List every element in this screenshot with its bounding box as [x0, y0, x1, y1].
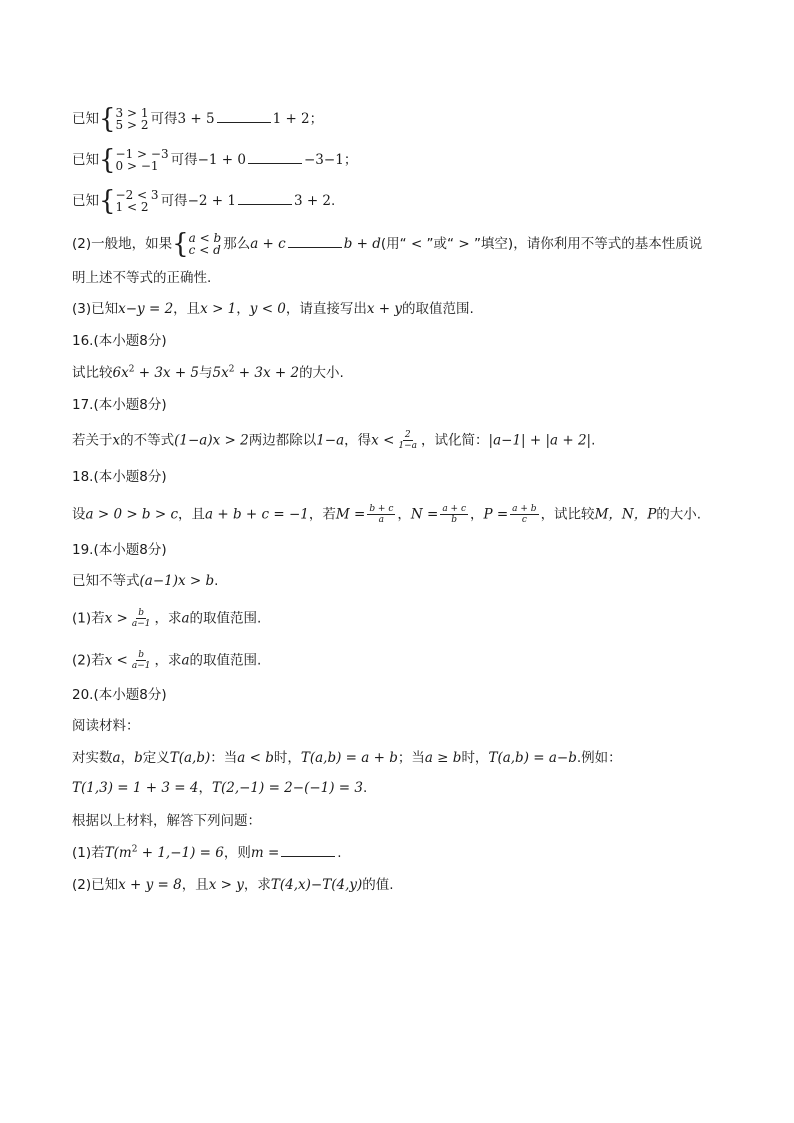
- system-top: 3 > 1: [115, 106, 149, 120]
- q20-instruction: 根据以上材料，解答下列问题：: [72, 813, 261, 829]
- math: + 3x + 2: [234, 365, 300, 381]
- part2-continuation: 明上述不等式的正确性.: [72, 270, 212, 286]
- text: ，求: [243, 877, 271, 893]
- answer-blank[interactable]: [281, 844, 335, 857]
- system-bottom: 0 > −1: [115, 159, 159, 173]
- math: M，N，P: [594, 506, 657, 523]
- part2-mid: 那么: [223, 236, 251, 252]
- numerator: a + c: [442, 504, 466, 514]
- math: T(1,3) = 1 + 3 = 4: [72, 780, 199, 796]
- inequality-system: [116, 107, 149, 131]
- brace: {: [99, 144, 116, 176]
- text: .: [337, 845, 342, 861]
- math: x + y = 8: [118, 877, 182, 893]
- q19-sub1: [72, 608, 261, 629]
- system-top: −1 > −3: [115, 147, 169, 161]
- brace: {: [172, 228, 189, 260]
- text: ，求: [154, 610, 182, 627]
- text: ：当: [210, 750, 238, 766]
- denominator: c: [521, 515, 527, 525]
- part2-right-expr: b + d: [343, 236, 381, 252]
- part2-tail: (用“ < ”或“ > ”填空)，请你利用不等式的基本性质说: [380, 236, 703, 252]
- row-right-expr: 1 + 2: [272, 111, 310, 127]
- text: (2)已知: [72, 877, 119, 893]
- system-bottom: 5 > 2: [115, 118, 149, 132]
- fraction: [130, 650, 153, 671]
- text: 时，: [461, 750, 489, 766]
- text: 时，: [273, 750, 301, 766]
- text: ，且: [178, 506, 206, 523]
- text: 的取值范围.: [189, 610, 262, 627]
- text: 的不等式: [120, 432, 175, 449]
- part2-label: (2)一般地，如果: [72, 236, 173, 252]
- part3-line: [72, 299, 474, 319]
- part2-left-expr: a + c: [250, 236, 286, 252]
- exponent: 2: [128, 364, 135, 375]
- math: 1−a: [316, 432, 345, 449]
- row-mid: 可得: [170, 152, 198, 168]
- text: ，: [397, 506, 411, 523]
- text: (3)已知: [72, 301, 119, 317]
- math: (1−a)x > 2: [174, 432, 249, 449]
- q16-body: [72, 363, 344, 383]
- text: 的取值范围.: [402, 301, 474, 317]
- fraction: [440, 504, 468, 525]
- system-bottom: 1 < 2: [115, 200, 149, 214]
- q16-title: 16.(本小题8分): [72, 333, 167, 349]
- system-bottom: c < d: [188, 243, 221, 257]
- text: .: [591, 432, 596, 449]
- q19-title: 19.(本小题8分): [72, 542, 167, 558]
- math: x: [112, 432, 121, 449]
- part1-row-3: [72, 185, 336, 217]
- math: T(a,b) = a−b: [488, 750, 577, 766]
- math: a: [181, 610, 190, 627]
- row-left-expr: −2 + 1: [187, 193, 236, 209]
- q20-example: [72, 778, 367, 798]
- text: (2)若: [72, 652, 105, 669]
- row-right-expr: −3−1: [304, 152, 344, 168]
- text: 设: [72, 506, 86, 523]
- fraction: [510, 504, 538, 525]
- math: |a−1| + |a + 2|: [488, 432, 592, 449]
- text: 的大小.: [299, 365, 344, 381]
- math: a: [181, 652, 190, 669]
- text: 定义: [142, 750, 170, 766]
- text: ，若: [308, 506, 336, 523]
- inequality-system: [116, 189, 159, 213]
- system-top: a < b: [188, 231, 222, 245]
- row-end: .: [331, 193, 336, 209]
- brace: {: [99, 185, 116, 217]
- denominator: a−1: [131, 661, 151, 671]
- text: 两边都除以: [248, 432, 317, 449]
- row-mid: 可得: [160, 193, 188, 209]
- math: T(2,−1) = 2−(−1) = 3: [211, 780, 363, 796]
- math: y < 0: [249, 301, 286, 317]
- q20-sub2: [72, 875, 394, 895]
- math: x <: [371, 432, 395, 449]
- text: ，: [198, 780, 212, 796]
- inequality-system: [116, 148, 169, 172]
- text: 试比较: [72, 365, 113, 381]
- math: x > y: [208, 877, 244, 893]
- math: a < b: [237, 750, 274, 766]
- row-left-expr: 3 + 5: [177, 111, 215, 127]
- math: x−y = 2: [118, 301, 174, 317]
- text: ，且: [181, 877, 209, 893]
- math: a + b + c = −1: [205, 506, 309, 523]
- q20-def: [72, 748, 622, 768]
- math: P =: [483, 506, 509, 523]
- text: ，: [469, 506, 484, 523]
- math: 5x: [212, 365, 229, 381]
- row-prefix: 已知: [72, 152, 99, 168]
- q18-body: [72, 504, 701, 525]
- text: ，请直接写出: [285, 301, 367, 317]
- fraction: [396, 430, 419, 451]
- text: ，: [120, 750, 135, 766]
- text: 与: [199, 365, 213, 381]
- exponent: 2: [131, 844, 138, 855]
- math: M =: [335, 506, 366, 523]
- text: ，试化简：: [421, 432, 489, 449]
- part2-line-1: [72, 228, 703, 260]
- system-top: −2 < 3: [115, 188, 159, 202]
- text: 的值.: [362, 877, 394, 893]
- row-left-expr: −1 + 0: [197, 152, 246, 168]
- part2-line-2: [72, 268, 211, 288]
- brace: {: [99, 103, 116, 135]
- text: (1)若: [72, 610, 105, 627]
- q19-intro: [72, 571, 218, 591]
- q18-title: 18.(本小题8分): [72, 469, 167, 485]
- denominator: b: [451, 515, 458, 525]
- denominator: 1−a: [398, 441, 418, 451]
- math: x > 1: [200, 301, 237, 317]
- text: 的大小.: [656, 506, 702, 523]
- text: ，求: [154, 652, 182, 669]
- math: a ≥ b: [424, 750, 462, 766]
- q17-body: [72, 430, 595, 451]
- text: 已知不等式: [72, 573, 140, 589]
- math: + 1,−1) = 6: [137, 845, 224, 861]
- q20-sub1: [72, 843, 342, 863]
- text: .: [214, 573, 219, 589]
- answer-blank[interactable]: [238, 192, 292, 205]
- denominator: a: [378, 515, 385, 525]
- row-end: ；: [343, 152, 358, 168]
- numerator: a + b: [512, 504, 537, 514]
- math: x >: [104, 610, 128, 627]
- exponent: 2: [228, 364, 235, 375]
- text: .例如：: [576, 750, 622, 766]
- math: T(a,b): [169, 750, 211, 766]
- row-mid: 可得: [150, 111, 178, 127]
- math: m =: [250, 845, 280, 861]
- text: ，: [236, 301, 250, 317]
- row-right-expr: 3 + 2: [293, 193, 332, 209]
- q19-sub2: [72, 650, 261, 671]
- math: b: [134, 750, 143, 766]
- fraction: [130, 608, 153, 629]
- math: 6x: [112, 365, 129, 381]
- math: T(4,x)−T(4,y): [270, 877, 363, 893]
- text: (1)若: [72, 845, 105, 861]
- answer-blank[interactable]: [248, 151, 302, 164]
- numerator: b + c: [369, 504, 394, 514]
- denominator: a−1: [131, 619, 151, 629]
- math: (a−1)x > b: [139, 573, 215, 589]
- part1-row-1: [72, 103, 324, 135]
- text: 若关于: [72, 432, 113, 449]
- math: x + y: [366, 301, 403, 317]
- part1-row-2: [72, 144, 358, 176]
- math: a: [112, 750, 121, 766]
- text: .: [363, 780, 368, 796]
- text: 的取值范围.: [189, 652, 262, 669]
- answer-blank[interactable]: [288, 235, 342, 248]
- row-end: ；: [309, 111, 324, 127]
- math: + 3x + 5: [134, 365, 200, 381]
- math: x <: [104, 652, 128, 669]
- math: N =: [410, 506, 439, 523]
- q20-read: 阅读材料：: [72, 718, 140, 734]
- text: ，试比较: [540, 506, 595, 523]
- row-prefix: 已知: [72, 111, 99, 127]
- numerator: 2: [404, 430, 411, 440]
- text: 对实数: [72, 750, 113, 766]
- fraction: [367, 504, 395, 525]
- math: a > 0 > b > c: [85, 506, 179, 523]
- numerator: b: [138, 608, 145, 618]
- text: ；当: [397, 750, 425, 766]
- text: ，且: [173, 301, 201, 317]
- math: T(m: [104, 845, 132, 861]
- inequality-system: [189, 232, 222, 256]
- text: ，则: [223, 845, 251, 861]
- answer-blank[interactable]: [217, 110, 271, 123]
- row-prefix: 已知: [72, 193, 99, 209]
- math: T(a,b) = a + b: [300, 750, 398, 766]
- q20-title: 20.(本小题8分): [72, 687, 167, 703]
- q17-title: 17.(本小题8分): [72, 397, 167, 413]
- numerator: b: [138, 650, 145, 660]
- text: ，得: [344, 432, 372, 449]
